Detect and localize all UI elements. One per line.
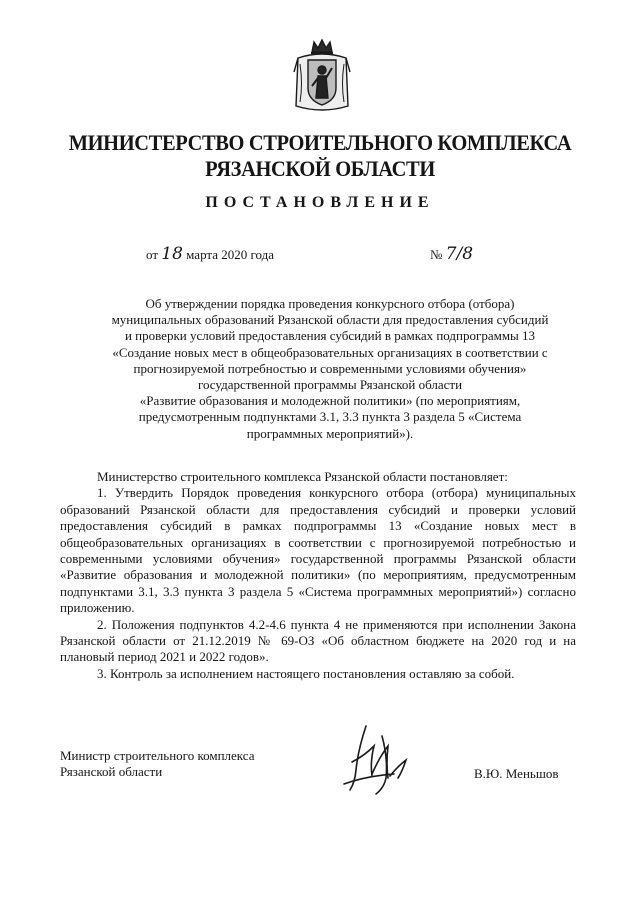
- body-item-1: 1. Утвердить Порядок проведения конкурсного отбора (отбора) муниципальных образований Рязанской области для предоставления субсидий и проверки условий предоставления субсидий в рамках подпрограммы 13 «Создание новых мест в общеобразовательных организациях в соответствии с прогнозируемой потребностью и современными условиями обучения» государственной программы Рязанской области «Развитие образования и молодежной политики» (по мероприятиям, предусмотренным подпунктами 3.1, 3.3 пункта 3 раздела 5 «Система программных мероприятий») согласно приложению.: [60, 485, 576, 616]
- title-line: предусмотренным подпунктами 3.1, 3.3 пункта 3 раздела 5 «Система: [138, 409, 522, 425]
- document-number: [430, 244, 473, 264]
- ministry-name: [22, 130, 617, 182]
- title-line: и проверки условий предоставления субсидий в рамках подпрограммы 13: [124, 328, 536, 344]
- title-line: Об утверждении порядка проведения конкурсного отбора (отбора): [145, 296, 515, 311]
- date-prefix: от: [146, 247, 159, 262]
- title-line: программных мероприятий»).: [246, 425, 414, 441]
- document-body: [60, 469, 576, 682]
- document-type: ПОСТАНОВЛЕНИЕ: [205, 194, 435, 211]
- title-line: государственной программы Рязанской области: [197, 377, 463, 393]
- title-line: «Создание новых мест в общеобразовательных организациях в соответствии с: [112, 344, 548, 360]
- title-line: «Развитие образования и молодежной политики» (по мероприятиям,: [139, 393, 521, 409]
- body-intro: Министерство строительного комплекса Рязанской области постановляет:: [97, 469, 508, 484]
- document-title: [60, 296, 600, 442]
- ryazan-coat-of-arms-icon: [292, 38, 352, 114]
- position-line-2: Рязанской области: [60, 764, 163, 780]
- date-month-year: марта 2020 года: [186, 247, 275, 262]
- number-prefix: №: [430, 247, 443, 262]
- handwritten-signature-icon: [336, 716, 420, 800]
- title-line: муниципальных образований Рязанской области для предоставления субсидий: [111, 312, 549, 328]
- title-line: прогнозируемой потребностью и современными условиями обучения»: [133, 360, 527, 376]
- signatory-position: [60, 748, 254, 781]
- ministry-name-line-1: МИНИСТЕРСТВО СТРОИТЕЛЬНОГО КОМПЛЕКСА: [68, 130, 572, 155]
- position-line-1: Министр строительного комплекса: [60, 748, 255, 763]
- signatory-name: В.Ю. Меньшов: [474, 766, 559, 781]
- body-item-2: 2. Положения подпунктов 4.2-4.6 пункта 4 не применяются при исполнении Закона Рязанской области от 21.12.2019 № 69-ОЗ «Об областном бюджете на 2020 год и на плановый период 2021 и 2022 годов».: [60, 616, 576, 665]
- body-item-3: 3. Контроль за исполнением настоящего постановления оставляю за собой.: [97, 665, 515, 681]
- ministry-name-line-2: РЯЗАНСКОЙ ОБЛАСТИ: [205, 156, 435, 181]
- document-date: [146, 244, 274, 264]
- number-value-handwritten: 7/8: [445, 244, 474, 264]
- date-day-handwritten: 18: [161, 244, 183, 264]
